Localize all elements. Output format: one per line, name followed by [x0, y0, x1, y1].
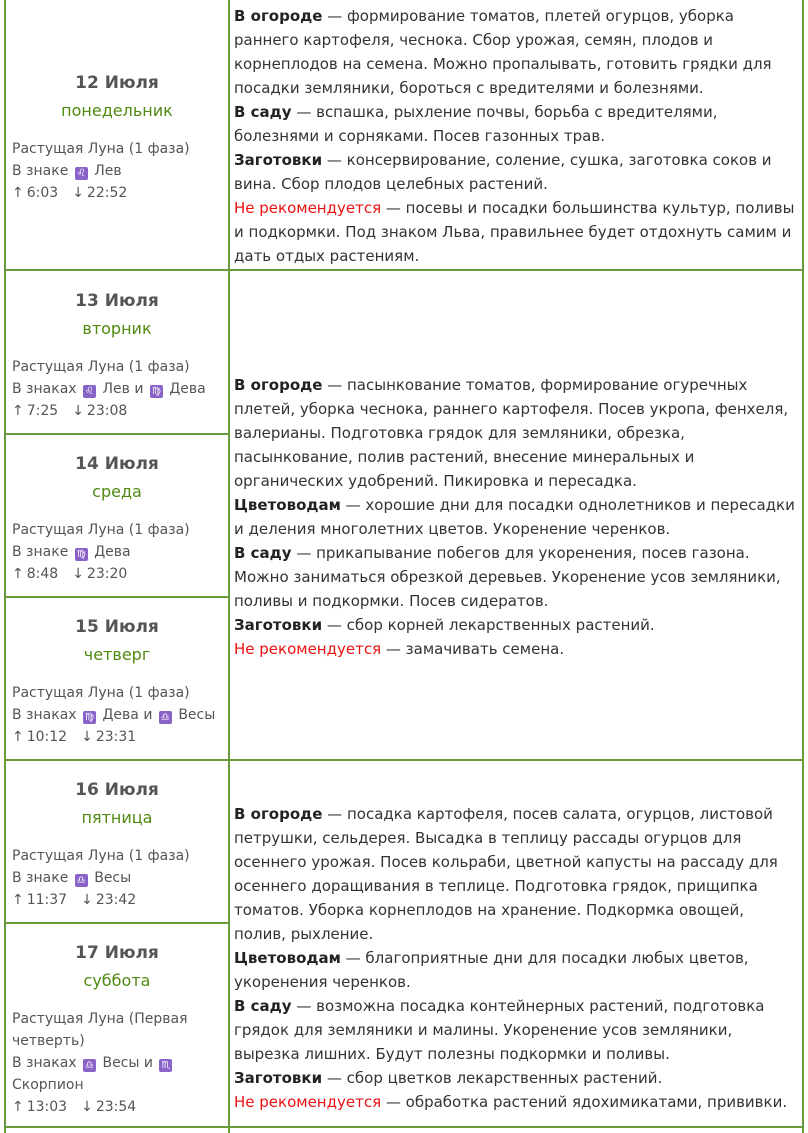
rec-not-recommended: Не рекомендуется — посевы и посадки большинства культур, поливы и подкормки. Под знаком Льва, правильнее будет отдохнуть самим и дать отдых растениям. — [234, 199, 795, 265]
arrow-up-icon: ↑ — [12, 185, 24, 201]
rec-preserves: Заготовки — сбор цветков лекарственных растений. — [234, 1069, 663, 1087]
table-border-right — [802, 0, 804, 1133]
arrow-down-icon: ↓ — [72, 185, 84, 201]
arrow-up-icon: ↑ — [12, 729, 24, 745]
day-cell-17 — [6, 942, 228, 1118]
moon-rise-set: ↑ 8:48 ↓ 23:20 — [12, 566, 128, 582]
rec-garden: В огороде — пасынкование томатов, формирование огуречных плетей, уборка чеснока, раннего картофеля. Посев укропа, фенхеля, валерианы. Подготовка грядок для земляники, обрезка, пасынкование, полив растений, внесение минеральных и органических удобрений. Пикировка и пересадка. — [234, 376, 789, 490]
moon-phase: Растущая Луна (1 фаза) — [12, 848, 190, 864]
row-divider — [4, 269, 804, 271]
arrow-down-icon: ↓ — [81, 729, 93, 745]
day-cell-16 — [6, 779, 228, 911]
day-date: 15 Июля — [75, 617, 159, 637]
leo-icon: ♌ — [83, 385, 96, 398]
day-weekday: среда — [92, 482, 142, 501]
day-divider — [4, 433, 230, 435]
moon-phase: Растущая Луна (Первая четверть) — [12, 1011, 188, 1049]
rec-flowers: Цветоводам — благоприятные дни для посадки любых цветов, укоренения черенков. — [234, 949, 749, 991]
day-weekday: четверг — [83, 645, 151, 664]
moon-rise-set: ↑ 6:03 ↓ 22:52 — [12, 185, 128, 201]
zodiac-line: В знаке ♎ Весы — [12, 870, 132, 886]
moon-phase: Растущая Луна (1 фаза) — [12, 522, 190, 538]
rec-flowers: Цветоводам — хорошие дни для посадки однолетников и пересадки и деления многолетних цветов. Укоренение черенков. — [234, 496, 795, 538]
libra-icon: ♎ — [159, 711, 172, 724]
rec-not-recommended: Не рекомендуется — замачивать семена. — [234, 640, 565, 658]
day-date: 17 Июля — [75, 943, 159, 963]
rec-not-recommended: Не рекомендуется — обработка растений ядохимикатами, прививки. — [234, 1093, 788, 1111]
leo-icon: ♌ — [75, 167, 88, 180]
arrow-down-icon: ↓ — [81, 892, 93, 908]
moon-phase: Растущая Луна (1 фаза) — [12, 141, 190, 157]
day-cell-13 — [6, 290, 228, 422]
arrow-up-icon: ↑ — [12, 1099, 24, 1115]
day-date: 12 Июля — [75, 73, 159, 93]
day-weekday: суббота — [83, 971, 151, 990]
day-divider — [4, 922, 230, 924]
moon-rise-set: ↑ 7:25 ↓ 23:08 — [12, 403, 128, 419]
moon-rise-set: ↑ 10:12 ↓ 23:31 — [12, 729, 137, 745]
libra-icon: ♎ — [83, 1059, 96, 1072]
scorpio-icon: ♏ — [159, 1059, 172, 1072]
zodiac-line: В знаках ♎ Весы и ♏ Скорпион — [12, 1052, 222, 1096]
row-divider — [4, 759, 804, 761]
day-weekday: пятница — [81, 808, 153, 827]
recommendation-cell — [234, 373, 799, 661]
row-divider — [4, 1126, 804, 1128]
zodiac-line: В знаке ♍ Дева — [12, 544, 131, 560]
arrow-up-icon: ↑ — [12, 892, 24, 908]
rec-preserves: Заготовки — сбор корней лекарственных растений. — [234, 616, 655, 634]
rec-orchard: В саду — вспашка, рыхление почвы, борьба с вредителями, болезнями и сорняками. Посев газонных трав. — [234, 103, 718, 145]
arrow-up-icon: ↑ — [12, 566, 24, 582]
rec-orchard: В саду — возможна посадка контейнерных растений, подготовка грядок для земляники и малины. Укоренение усов земляники, вырезка лишних. Будут полезны подкормки и поливы. — [234, 997, 765, 1063]
virgo-icon: ♍ — [83, 711, 96, 724]
day-date: 16 Июля — [75, 780, 159, 800]
day-divider — [4, 596, 230, 598]
rec-garden: В огороде — формирование томатов, плетей огурцов, уборка раннего картофеля, чеснока. Сбор урожая, семян, плодов и корнеплодов на семена. Можно пропалывать, готовить грядки для посадки земляники, бороться с вредителями и болезнями. — [234, 7, 772, 97]
arrow-down-icon: ↓ — [72, 403, 84, 419]
day-date: 14 Июля — [75, 454, 159, 474]
libra-icon: ♎ — [75, 874, 88, 887]
zodiac-line: В знаках ♌ Лев и ♍ Дева — [12, 381, 206, 397]
rec-garden: В огороде — посадка картофеля, посев салата, огурцов, листовой петрушки, сельдерея. Высадка в теплицу рассады огурцов для осеннего урожая. Посев кольраби, цветной капусты на рассаду для осеннего доращивания в теплице. Подготовка грядок, прищипка томатов. Уборка корнеплодов на хранение. Подкормка овощей, полив, рыхление. — [234, 805, 778, 943]
virgo-icon: ♍ — [75, 548, 88, 561]
moon-rise-set: ↑ 11:37 ↓ 23:42 — [12, 892, 137, 908]
arrow-down-icon: ↓ — [72, 566, 84, 582]
day-cell-14 — [6, 453, 228, 585]
day-weekday: вторник — [82, 319, 152, 338]
day-weekday: понедельник — [61, 101, 173, 120]
column-divider — [228, 0, 230, 1133]
virgo-icon: ♍ — [150, 385, 163, 398]
zodiac-line: В знаках ♍ Дева и ♎ Весы — [12, 707, 216, 723]
recommendation-cell — [234, 802, 799, 1114]
rec-preserves: Заготовки — консервирование, соление, сушка, заготовка соков и вина. Сбор плодов целебных растений. — [234, 151, 772, 193]
day-cell-12 — [6, 72, 228, 204]
moon-rise-set: ↑ 13:03 ↓ 23:54 — [12, 1099, 137, 1115]
day-date: 13 Июля — [75, 291, 159, 311]
moon-phase: Растущая Луна (1 фаза) — [12, 685, 190, 701]
zodiac-line: В знаке ♌ Лев — [12, 163, 122, 179]
lunar-calendar-table — [4, 0, 804, 1133]
rec-orchard: В саду — прикапывание побегов для укоренения, посев газона. Можно заниматься обрезкой деревьев. Укоренение усов земляники, поливы и подкормки. Посев сидератов. — [234, 544, 781, 610]
day-cell-15 — [6, 616, 228, 748]
moon-phase: Растущая Луна (1 фаза) — [12, 359, 190, 375]
recommendation-cell — [234, 4, 799, 268]
arrow-up-icon: ↑ — [12, 403, 24, 419]
arrow-down-icon: ↓ — [81, 1099, 93, 1115]
